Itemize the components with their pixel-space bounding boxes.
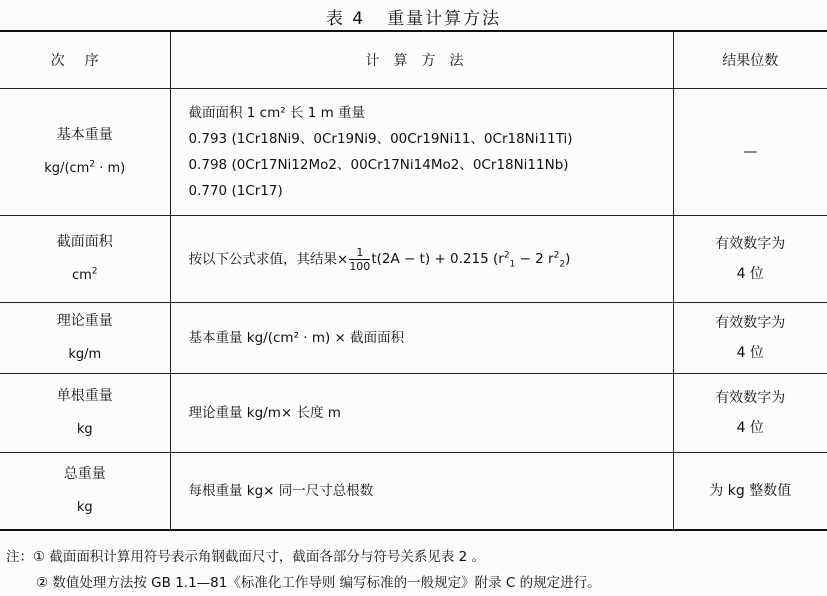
method-cell: 基本重量 kg/(cm² · m) × 截面面积 xyxy=(170,303,673,374)
result-cell: 为 kg 整数值 xyxy=(673,453,827,531)
note-2: ② 数值处理方法按 GB 1.1—81《标准化工作导则 编写标准的一般规定》附录 C 的规定进行。 xyxy=(36,575,601,591)
table-row xyxy=(0,303,827,374)
method-line: 截面面积 1 cm² 长 1 m 重量 xyxy=(188,105,366,121)
item-unit: $cm^2$ xyxy=(71,266,98,283)
result-cell: 有效数字为 4 位 xyxy=(673,374,827,453)
table-number: 表 4 xyxy=(325,9,366,29)
item-unit: kg xyxy=(76,422,93,437)
header-method: 计算方法 xyxy=(170,31,673,89)
item-unit: kg/m xyxy=(68,347,102,362)
note-1: 注：① 截面面积计算用符号表示角钢截面尺寸，截面各部分与符号关系见表 2 。 xyxy=(6,549,486,565)
table-row xyxy=(0,374,827,453)
method-line: 0.793 (1Cr18Ni9、0Cr19Ni9、00Cr19Ni11、0Cr18Ni11Ti) xyxy=(188,131,573,147)
formula-fraction: $\frac{1}{100}$ xyxy=(349,245,371,273)
table-row xyxy=(0,216,827,303)
method-line: 0.798 (0Cr17Ni12Mo2、00Cr17Ni14Mo2、0Cr18Ni11Nb) xyxy=(188,157,569,173)
table-notes xyxy=(0,544,827,596)
item-name: 基本重量 xyxy=(56,127,113,143)
result-cell: 有效数字为 4 位 xyxy=(673,303,827,374)
table-title xyxy=(0,4,827,29)
item-cell xyxy=(0,453,170,531)
result-cell: — xyxy=(673,89,827,216)
item-cell xyxy=(0,374,170,453)
method-cell: 理论重量 kg/m× 长度 m xyxy=(170,374,673,453)
method-cell xyxy=(170,216,673,303)
method-line: 0.770 (1Cr17) xyxy=(188,183,283,199)
item-name: 理论重量 xyxy=(56,313,113,329)
method-cell xyxy=(170,89,673,216)
item-cell xyxy=(0,303,170,374)
item-name: 单根重量 xyxy=(56,388,113,404)
method-cell: 每根重量 kg× 同一尺寸总根数 xyxy=(170,453,673,531)
header-row xyxy=(0,31,827,89)
header-result: 结果位数 xyxy=(673,31,827,89)
header-order: 次序 xyxy=(0,31,170,89)
item-cell xyxy=(0,216,170,303)
formula-body: t(2A − t) + 0.215 ($r^2_1 - 2$ $r^2_2$) xyxy=(371,250,571,270)
result-cell: 有效数字为 4 位 xyxy=(673,216,827,303)
item-unit: $kg/(cm^2 \cdot m)$ xyxy=(44,159,126,176)
item-cell xyxy=(0,89,170,216)
item-name: 总重量 xyxy=(63,466,106,482)
weight-calculation-table xyxy=(0,30,827,531)
item-name: 截面面积 xyxy=(56,234,113,250)
table-row xyxy=(0,453,827,531)
table-title-text: 重量计算方法 xyxy=(387,9,502,29)
formula-prefix: 按以下公式求值，其结果× xyxy=(188,251,349,267)
table-row xyxy=(0,89,827,216)
item-unit: kg xyxy=(76,500,93,515)
